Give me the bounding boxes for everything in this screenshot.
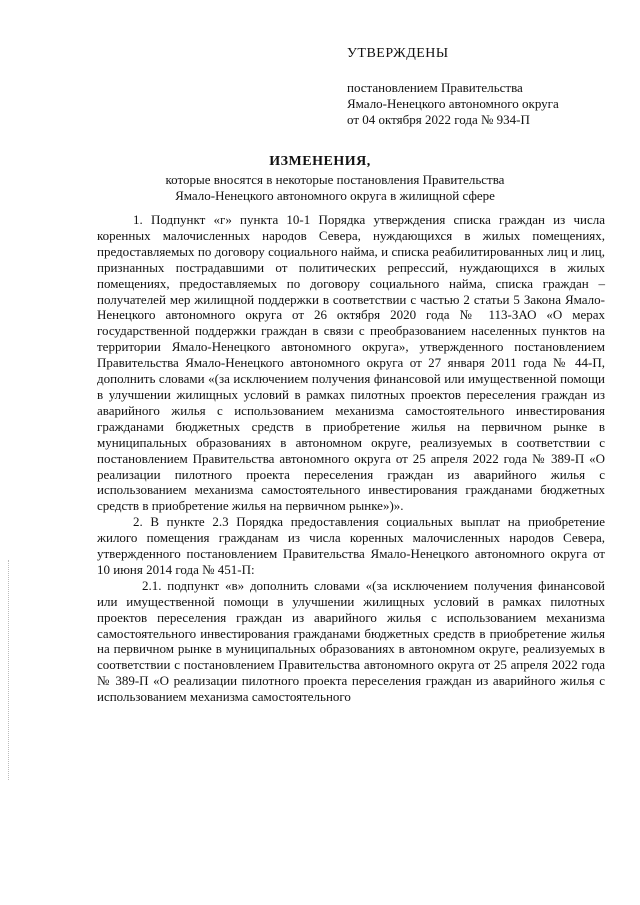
paragraph-2: 2. В пункте 2.3 Порядка предоставления социальных выплат на приобретение жилого помещения гражданам из числа коренных малочисленных народов Севера, утвержденного постановлением Правительства Ямало-Ненецкого автономного округа от 10 июня 2014 года № 451-П: [97, 514, 605, 577]
paragraph-1: 1. Подпункт «г» пункта 10-1 Порядка утверждения списка граждан из числа коренных малочисленных народов Севера, нуждающихся в жилых помещениях, предоставляемых по договору социального найма, и списка реабилитированных лиц и лиц, признанных пострадавшими от политических репрессий, нуждающихся в жилых помещениях, предоставляемых по договору социального найма, списка граждан – получателей мер жилищной поддержки в соответствии с частью 2 статьи 5 Закона Ямало-Ненецкого автономного округа от 26 октября 2020 года № 113-ЗАО «О мерах государственной поддержки граждан в связи с преобразованием населенных пунктов на территории Ямало-Ненецкого автономного округа», утвержденного постановлением Правительства Ямало-Ненецкого автономного округа от 27 января 2011 года № 44-П, дополнить словами «(за исключением получения финансовой или имущественной помощи в улучшении жилищных условий в рамках пилотных проектов переселения граждан из аварийного жилья с использованием механизма самостоятельного инвестирования гражданами бюджетных средств в приобретение жилья на первичном рынке в муниципальных образованиях в автономном округе, реализуемых в соответствии с постановлением Правительства автономного округа от 25 апреля 2022 года № 389-П «О реализации пилотного проекта переселения граждан из аварийного жилья с использованием механизма самостоятельного инвестирования гражданами бюджетных средств в приобретение жилья на первичном рынке»)». [97, 212, 605, 514]
document-subtitle [120, 172, 550, 204]
approval-line: от 04 октября 2022 года № 934-П [347, 112, 530, 127]
approval-line: постановлением Правительства [347, 80, 523, 95]
paragraph-2-1: 2.1. подпункт «в» дополнить словами «(за исключением получения финансовой или имущественной помощи в улучшении жилищных условий в рамках пилотных проектов переселения граждан из аварийного жилья с использованием механизма самостоятельного инвестирования гражданами бюджетных средств в приобретение жилья на первичном рынке в муниципальных образованиях в автономном округе, реализуемых в соответствии с постановлением Правительства автономного округа от 25 апреля 2022 года № 389-П «О реализации пилотного проекта переселения граждан из аварийного жилья с использованием механизма самостоятельного [97, 577, 605, 705]
subtitle-line: Ямало-Ненецкого автономного округа в жилищной сфере [175, 188, 495, 203]
approval-line: Ямало-Ненецкого автономного округа [347, 96, 559, 111]
scan-margin-marks [8, 560, 11, 780]
approval-stamp [347, 46, 617, 128]
approval-heading: УТВЕРЖДЕНЫ [347, 46, 449, 61]
subtitle-line: которые вносятся в некоторые постановления Правительства [165, 172, 505, 187]
document-title: ИЗМЕНЕНИЯ, [269, 154, 371, 169]
document-body [97, 212, 605, 705]
